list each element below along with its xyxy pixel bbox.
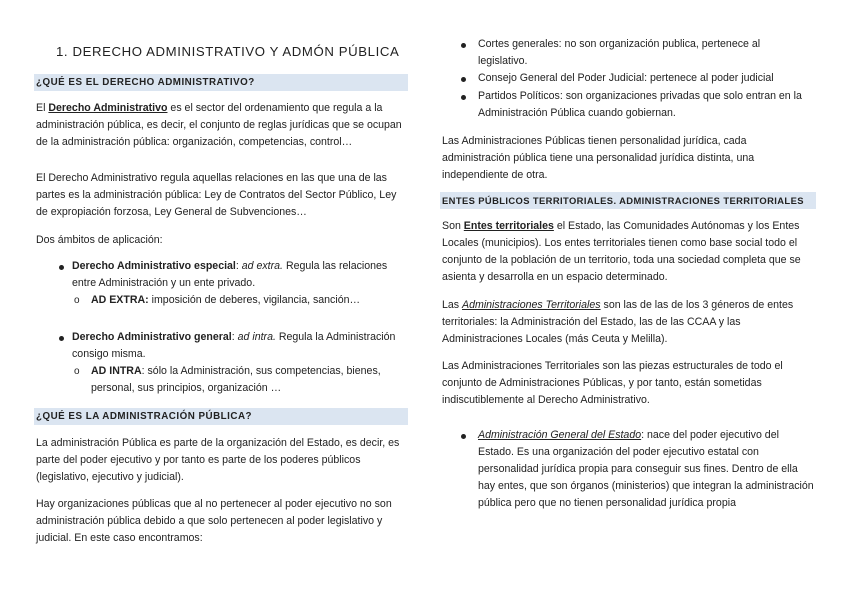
paragraph-relaciones: El Derecho Administrativo regula aquellas relaciones en las que una de las partes es la administración pública: Ley de Contratos del Sector Público, Ley de expropiación forzosa, Ley General de Subvenciones…	[36, 172, 397, 218]
sub-item-ad-extra: AD EXTRA: imposición de deberes, vigilancia, sanción…	[91, 294, 361, 306]
list-item-general: Derecho Administrativo general: ad intra. Regula la Administración consigo misma.	[72, 331, 396, 360]
sub-item-ad-intra: AD INTRA: sólo la Administración, sus competencias, bienes, personal, sus principios, organización …	[91, 365, 381, 394]
sub-bullet-icon: o	[74, 295, 80, 306]
paragraph-definicion: El Derecho Administrativo es el sector del ordenamiento que regula a la administración pública, es decir, el conjunto de reglas jurídicas que se ocupan de la administración pública: organización, competencias, control…	[36, 102, 402, 148]
section-heading-derecho: ¿QUÉ ES EL DERECHO ADMINISTRATIVO?	[34, 74, 408, 91]
bullet-icon	[461, 95, 466, 100]
list-item-consejo: Consejo General del Poder Judicial: pertenece al poder judicial	[478, 72, 774, 84]
paragraph-personalidad: Las Administraciones Públicas tienen personalidad jurídica, cada administración pública tiene una personalidad jurídica distinta, una independiente de otra.	[442, 135, 755, 181]
sub-bullet-icon: o	[74, 366, 80, 377]
list-item-partidos: Partidos Políticos: son organizaciones privadas que solo entran en la Administración Pública cuando gobiernan.	[478, 90, 802, 119]
section-heading-administracion: ¿QUÉ ES LA ADMINISTRACIÓN PÚBLICA?	[34, 408, 408, 425]
paragraph-administracion: La administración Pública es parte de la organización del Estado, es decir, es parte del poder ejecutivo y por tanto es parte de los poderes públicos (legislativo, ejecutivo y judicial).	[36, 437, 400, 483]
paragraph-piezas: Las Administraciones Territoriales son las piezas estructurales de todo el conjunto de Administraciones Públicas, y por tanto, están sometidas indiscutiblemente al Derecho Administrativo.	[442, 360, 783, 406]
section-heading-entes: ENTES PÚBLICOS TERRITORIALES. ADMINISTRACIONES TERRITORIALES	[440, 192, 816, 209]
bullet-icon	[59, 336, 64, 341]
list-item-cortes: Cortes generales: no son organización publica, pertenece al legislativo.	[478, 38, 761, 67]
paragraph-administraciones-territoriales: Las Administraciones Territoriales son las de las de los 3 géneros de entes territoriales: la Administración del Estado, las de las CCAA y las Administraciones Locales (más Ceuta y Melilla).	[442, 299, 794, 345]
page-title: 1. DERECHO ADMINISTRATIVO Y ADMÓN PÚBLICA	[56, 44, 400, 59]
paragraph-entes: Son Entes territoriales el Estado, las Comunidades Autónomas y los Entes Locales (municipios). Los entes territoriales tienen como base social todo el conjunto de la población de un territorio, toda una sociedad completa que se asienta y desarrolla en un espacio determinado.	[442, 220, 801, 283]
list-item-age: Administración General del Estado: nace del poder ejecutivo del Estado. Es una organización del poder ejecutivo estatal con personalidad jurídica propia para conseguir sus fines. Dentro de ella hay entes, que son órganos (ministerios) que integran la administración pública pero que no tienen personalidad jurídica propia	[478, 429, 814, 509]
term-administracion-general: Administración General del Estado	[478, 429, 642, 441]
term-derecho-administrativo: Derecho Administrativo	[48, 102, 168, 114]
term-administraciones-territoriales: Administraciones Territoriales	[462, 299, 601, 311]
bullet-icon	[461, 434, 466, 439]
list-item-especial: Derecho Administrativo especial: ad extra. Regula las relaciones entre Administración y un ente privado.	[72, 260, 388, 289]
bullet-icon	[59, 265, 64, 270]
bullet-icon	[461, 77, 466, 82]
paragraph-ambitos: Dos ámbitos de aplicación:	[36, 234, 163, 246]
bullet-icon	[461, 43, 466, 48]
paragraph-organizaciones: Hay organizaciones públicas que al no pertenecer al poder ejecutivo no son administración pública debido a que solo pertenecen al poder legislativo y judicial. En este caso encontramos:	[36, 498, 392, 544]
term-entes-territoriales: Entes territoriales	[463, 220, 554, 232]
